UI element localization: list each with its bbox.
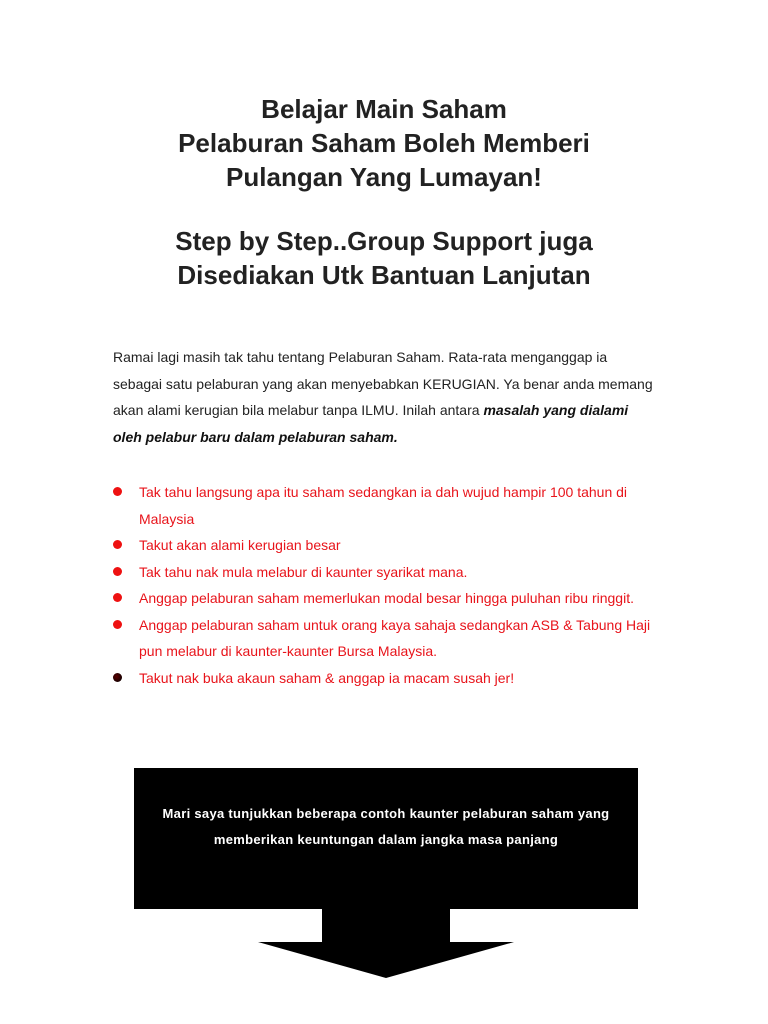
list-item xyxy=(113,665,673,692)
callout-text xyxy=(134,801,638,853)
subtitle-line-1: Step by Step..Group Support juga xyxy=(175,226,593,256)
callout-line-1: Mari saya tunjukkan beberapa contoh kaunter pelaburan saham yang xyxy=(162,806,610,821)
list-item-text: Anggap pelaburan saham untuk orang kaya sahaja sedangkan ASB & Tabung Haji pun melabur di kaunter-kaunter Bursa Malaysia. xyxy=(139,616,651,659)
callout-box xyxy=(134,768,638,909)
problems-list xyxy=(113,479,673,691)
list-item xyxy=(113,559,673,586)
title-line-1: Belajar Main Saham xyxy=(261,94,507,124)
list-item xyxy=(113,612,673,665)
list-item xyxy=(113,479,673,532)
list-item-text: Tak tahu langsung apa itu saham sedangkan ia dah wujud hampir 100 tahun di Malaysia xyxy=(139,484,628,527)
down-arrow-icon xyxy=(256,909,516,979)
list-item-text: Takut akan alami kerugian besar xyxy=(139,537,341,553)
title-line-2: Pelaburan Saham Boleh Memberi xyxy=(178,128,590,158)
list-item-text: Anggap pelaburan saham memerlukan modal besar hingga puluhan ribu ringgit. xyxy=(139,590,634,606)
title-line-3: Pulangan Yang Lumayan! xyxy=(226,162,542,192)
intro-emphasis: masalah yang dialami oleh pelabur baru dalam pelaburan saham. xyxy=(113,402,629,445)
page-subtitle xyxy=(0,224,768,292)
page-title xyxy=(0,92,768,194)
subtitle-line-2: Disediakan Utk Bantuan Lanjutan xyxy=(177,260,591,290)
list-item-text: Tak tahu nak mula melabur di kaunter syarikat mana. xyxy=(139,563,468,580)
red-dot-icon xyxy=(113,620,122,629)
list-item-text: Takut nak buka akaun saham & anggap ia macam susah jer! xyxy=(139,669,515,686)
list-item xyxy=(113,532,673,559)
callout-line-2: memberikan keuntungan dalam jangka masa panjang xyxy=(213,832,559,847)
dark-red-dot-icon xyxy=(113,673,122,682)
intro-text: Ramai lagi masih tak tahu tentang Pelaburan Saham. Rata-rata menganggap ia sebagai satu pelaburan yang akan menyebabkan KERUGIAN. Ya benar anda memang akan alami kerugian bila melabur tanpa ILMU. Inilah antara xyxy=(113,349,653,418)
list-item xyxy=(113,585,673,612)
red-dot-icon xyxy=(113,567,122,576)
intro-paragraph xyxy=(113,344,658,450)
red-dot-icon xyxy=(113,593,122,602)
red-dot-icon xyxy=(113,487,122,496)
red-dot-icon xyxy=(113,540,122,549)
